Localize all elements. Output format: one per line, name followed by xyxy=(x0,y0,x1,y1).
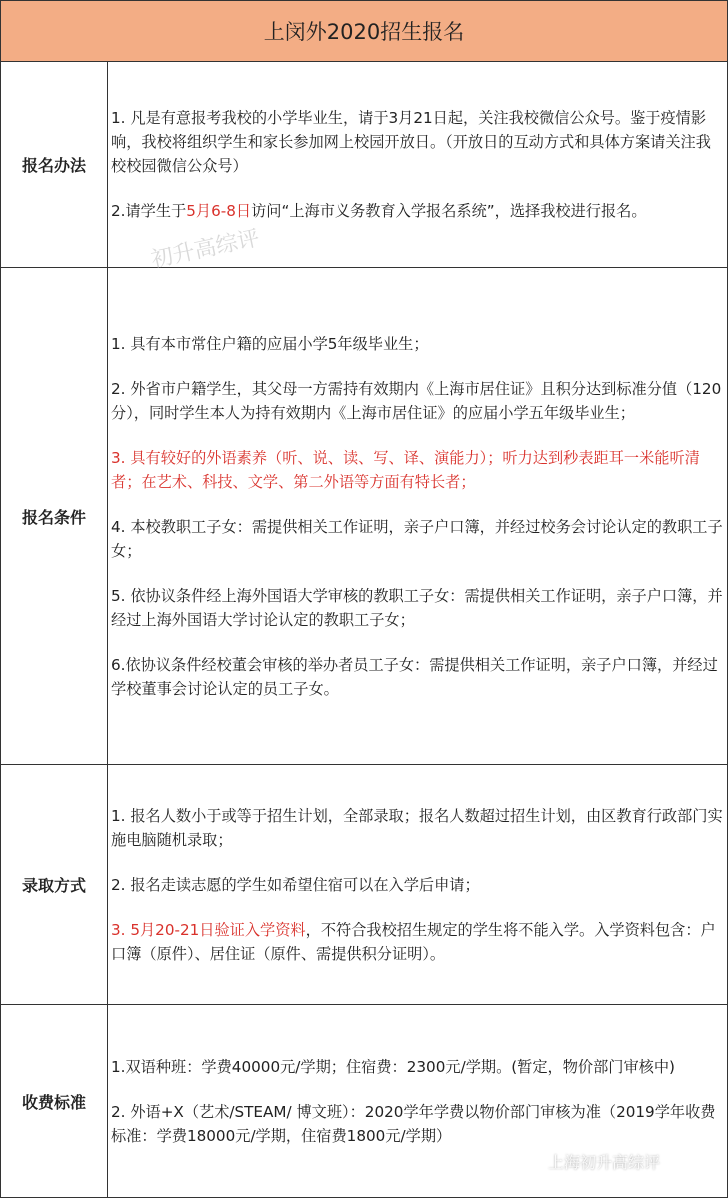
content-paragraph xyxy=(111,584,723,632)
table-row xyxy=(1,62,727,268)
row-label: 收费标准 xyxy=(1,1005,108,1197)
watermark-logo-text: 上海初升高综评 xyxy=(548,1153,661,1172)
content-paragraph xyxy=(111,918,723,966)
content-paragraph xyxy=(111,653,723,701)
paragraph-text: 2. 外语+X（艺术/STEAM/ 博文班）：2020学年学费以物价部门审核为准（2019学年收费标准：学费18000元/学期，住宿费1800元/学期） xyxy=(111,1102,716,1145)
paragraph-text: 2. 外省市户籍学生，其父母一方需持有效期内《上海市居住证》且积分达到标准分值（120分），同时学生本人为持有效期内《上海市居住证》的应届小学五年级毕业生； xyxy=(111,379,722,422)
paragraph-text: 2.请学生于 xyxy=(111,202,187,220)
content-paragraph xyxy=(111,199,723,223)
content-paragraph xyxy=(111,446,723,494)
row-label: 报名条件 xyxy=(1,268,108,764)
content-paragraph xyxy=(111,804,723,852)
table-row xyxy=(1,268,727,765)
content-paragraph xyxy=(111,1055,723,1079)
row-label: 录取方式 xyxy=(1,765,108,1004)
highlighted-text: 5月6-8日 xyxy=(186,202,252,220)
watermark-text: 初升高综评 xyxy=(149,225,262,274)
row-content xyxy=(108,1005,727,1197)
content-paragraph xyxy=(111,873,723,897)
paragraph-text: 5. 依协议条件经上海外国语大学审核的教职工子女：需提供相关工作证明，亲子户口簿，并经过上海外国语大学讨论认定的教职工子女； xyxy=(111,586,723,629)
paragraph-text: 1.双语种班：学费40000元/学期；住宿费：2300元/学期。(暂定，物价部门审核中) xyxy=(111,1057,675,1076)
content-paragraph xyxy=(111,1100,723,1148)
content-paragraph xyxy=(111,332,723,356)
paragraph-text: 访问“上海市义务教育入学报名系统”，选择我校进行报名。 xyxy=(251,202,647,220)
paragraph-text: ，不符合我校招生规定的学生将不能入学。入学资料包含：户口簿（原件）、居住证（原件、需提供积分证明）。 xyxy=(111,920,716,963)
table-row xyxy=(1,765,727,1005)
table-row xyxy=(1,1005,727,1197)
table-title: 上闵外2020招生报名 xyxy=(1,1,727,62)
content-paragraph xyxy=(111,377,723,425)
row-content xyxy=(108,62,727,267)
paragraph-text: 2. 报名走读志愿的学生如希望住宿可以在入学后申请； xyxy=(111,875,480,894)
row-label: 报名办法 xyxy=(1,62,108,267)
row-content xyxy=(108,268,727,764)
highlighted-text: 3. 具有较好的外语素养（听、说、读、写、译、演能力）；听力达到秒表距耳一米能听清者；在艺术、科技、文学、第二外语等方面有特长者； xyxy=(111,448,700,491)
content-paragraph xyxy=(111,515,723,563)
paragraph-text: 1. 凡是有意报考我校的小学毕业生，请于3月21日起，关注我校微信公众号。鉴于疫情影响，我校将组织学生和家长参加网上校园开放日。（开放日的互动方式和具体方案请关注我校校园微信公众号） xyxy=(111,109,711,175)
paragraph-text: 6.依协议条件经校董会审核的举办者员工子女：需提供相关工作证明，亲子户口簿，并经过学校董事会讨论认定的员工子女。 xyxy=(111,655,718,698)
content-paragraph xyxy=(111,106,723,178)
row-content xyxy=(108,765,727,1004)
paragraph-text: 4. 本校教职工子女：需提供相关工作证明，亲子户口簿，并经过校务会讨论认定的教职工子女； xyxy=(111,517,723,560)
paragraph-text: 1. 报名人数小于或等于招生计划，全部录取；报名人数超过招生计划，由区教育行政部门实施电脑随机录取； xyxy=(111,806,723,849)
highlighted-text: 3. 5月20-21日验证入学资料 xyxy=(111,920,306,939)
paragraph-text: 1. 具有本市常住户籍的应届小学5年级毕业生； xyxy=(111,334,429,353)
